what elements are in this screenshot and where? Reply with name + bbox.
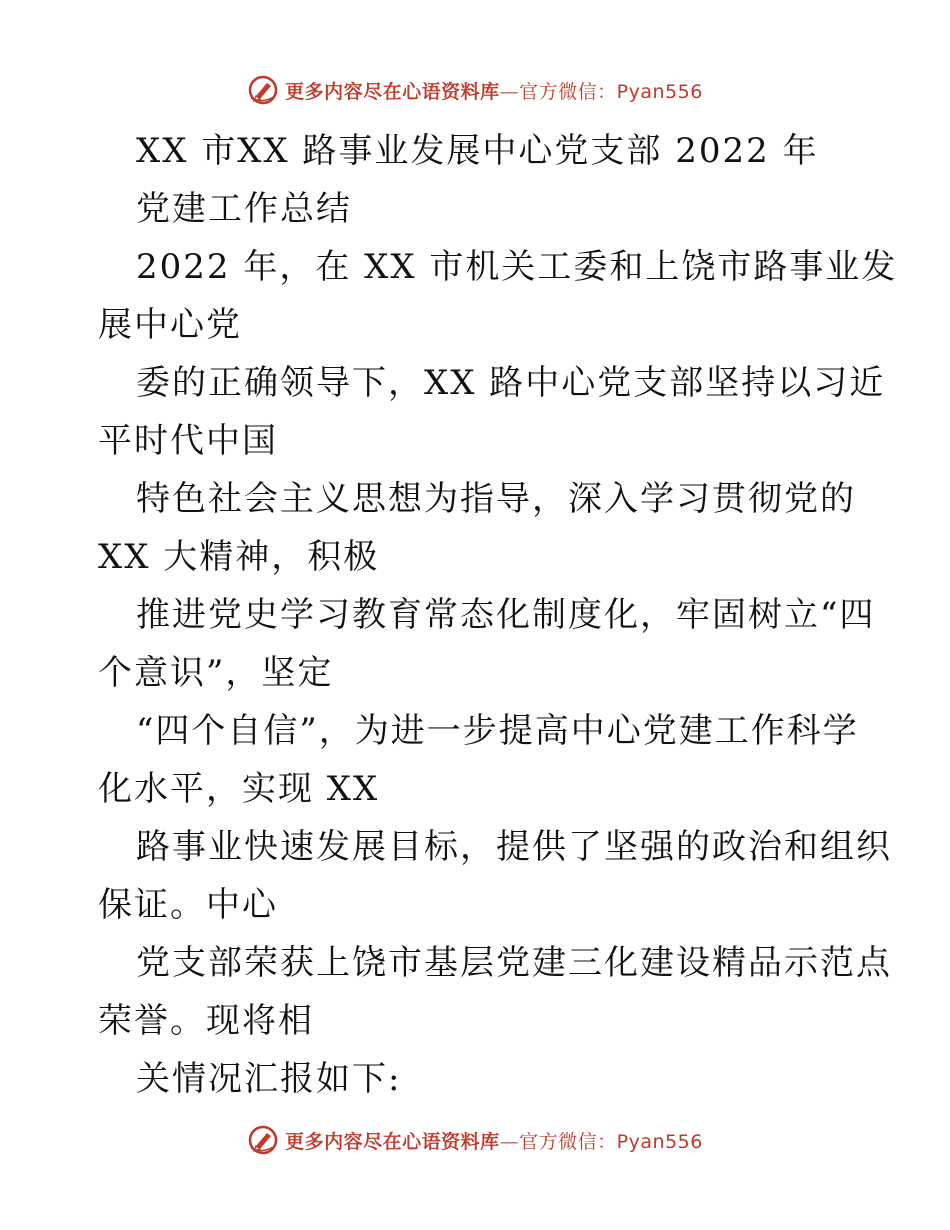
pen-logo-icon <box>247 74 279 106</box>
watermark-main-text: 更多内容尽在心语资料库 <box>285 1130 500 1153</box>
text-line: 路事业快速发展目标，提供了坚强的政治和组织 <box>136 827 892 867</box>
watermark-main-text: 更多内容尽在心语资料库 <box>285 80 500 103</box>
watermark-header <box>0 70 950 110</box>
watermark-suffix: 官方微信：Pyan556 <box>519 80 703 103</box>
watermark-text <box>285 77 703 104</box>
text-line: 委的正确领导下，XX 路中心党支部坚持以习近 <box>136 363 886 403</box>
watermark-separator: — <box>499 1130 520 1153</box>
document-body <box>98 122 898 1108</box>
text-line: 党建工作总结 <box>136 189 352 229</box>
text-line: 化水平，实现 XX <box>98 769 380 809</box>
text-line: XX 大精神，积极 <box>98 537 380 577</box>
pen-logo-icon <box>247 1124 279 1156</box>
text-line: 保证。中心 <box>98 885 278 925</box>
text-line: 展中心党 <box>98 305 242 345</box>
text-line: 平时代中国 <box>98 421 278 461</box>
watermark-suffix: 官方微信：Pyan556 <box>519 1130 703 1153</box>
watermark-footer <box>0 1120 950 1160</box>
text-line: 2022 年，在 XX 市机关工委和上饶市路事业发 <box>136 247 898 287</box>
text-line: 个意识”，坚定 <box>98 653 334 693</box>
text-line: 推进党史学习教育常态化制度化，牢固树立“四 <box>136 595 876 635</box>
text-line: 关情况汇报如下: <box>136 1059 402 1099</box>
watermark-separator: — <box>499 80 520 103</box>
text-line: 荣誉。现将相 <box>98 1001 314 1041</box>
text-line: 党支部荣获上饶市基层党建三化建设精品示范点 <box>136 943 892 983</box>
watermark-text <box>285 1127 703 1154</box>
text-line: XX 市XX 路事业发展中心党支部 2022 年 <box>136 131 819 171</box>
text-line: 特色社会主义思想为指导，深入学习贯彻党的 <box>136 479 856 519</box>
text-line: “四个自信”，为进一步提高中心党建工作科学 <box>136 711 859 751</box>
